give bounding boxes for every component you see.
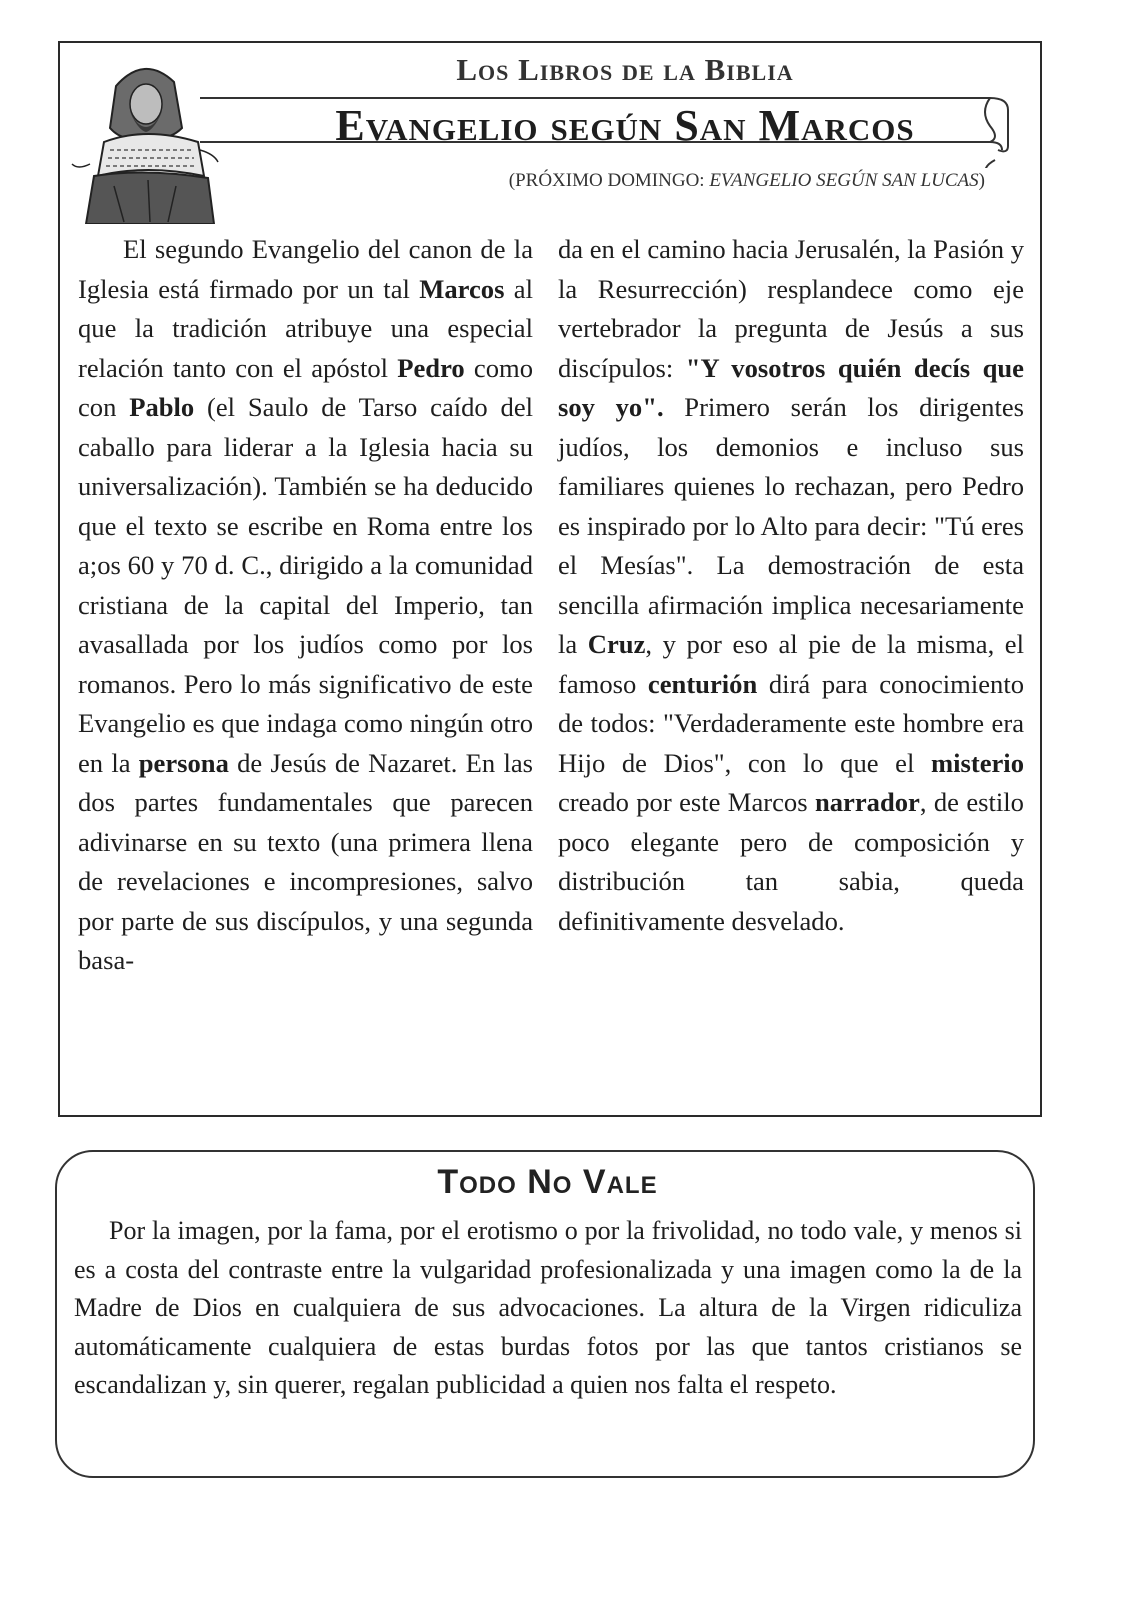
- box-text: Por la imagen, por la fama, por el erotismo o por la frivolidad, no todo vale, y menos si es a costa del contraste entre la vulgaridad profesionalizada y una imagen como la de la Madre de Dios en cualquiera de sus advocaciones. La altura de la Virgen ridiculiza automáticamente cualquiera de estas burdas fotos por las que tantos cristianos se escandalizan y, sin querer, regalan publicidad a quien nos falta el respeto.: [74, 1216, 1022, 1399]
- series-title: Los Libros de la Biblia: [456, 52, 794, 87]
- next-sunday-title: EVANGELIO SEGÚN SAN LUCAS: [709, 170, 979, 191]
- article-column-2: [558, 230, 1024, 941]
- article-title: Evangelio según San Marcos: [335, 101, 915, 150]
- evangelist-scribe-icon: [64, 46, 224, 224]
- next-sunday-label: (PRÓXIMO DOMINGO:: [508, 170, 710, 191]
- column-1-paragraph: El segundo Evangelio del canon de la Iglesia está firmado por un tal Marcos al que la tradición atribuye una especial relación tanto con el apóstol Pedro como con Pablo (el Saulo de Tarso caído del caballo para liderar a la Iglesia hacia su universalización). También se ha deducido que el texto se escribe en Roma entre los a;os 60 y 70 d. C., dirigido a la comunidad cristiana de la capital del Imperio, tan avasallada por los judíos como por los romanos. Pero lo más significativo de este Evangelio es que indaga como ningún otro en la persona de Jesús de Nazaret. En las dos partes fundamentales que parecen adivinarse en su texto (una primera llena de revelaciones e incompresiones, salvo por parte de sus discípulos, y una segunda basa-: [78, 234, 534, 975]
- next-sunday-close: ): [978, 170, 985, 191]
- box-title: Todo No Vale: [437, 1163, 658, 1201]
- article-column-1: [78, 230, 533, 981]
- next-sunday-note: [380, 170, 985, 192]
- column-2-paragraph: da en el camino hacia Jerusalén, la Pasión y la Resurrección) resplandece como eje vertebrador la pregunta de Jesús a sus discípulos: "Y vosotros quién decís que soy yo". Primero serán los dirigentes judíos, los demonios e incluso sus familiares quienes lo rechazan, pero Pedro es inspirado por lo Alto para decir: "Tú eres el Mesías". La demostración de esta sencilla afirmación implica necesariamente la Cruz, y por eso al pie de la misma, el famoso centurión dirá para conocimiento de todos: "Verdaderamente este hombre era Hijo de Dios", con lo que el misterio creado por este Marcos narrador, de estilo poco elegante pero de composición y distribución tan sabia, queda definitivamente desvelado.: [558, 234, 1024, 936]
